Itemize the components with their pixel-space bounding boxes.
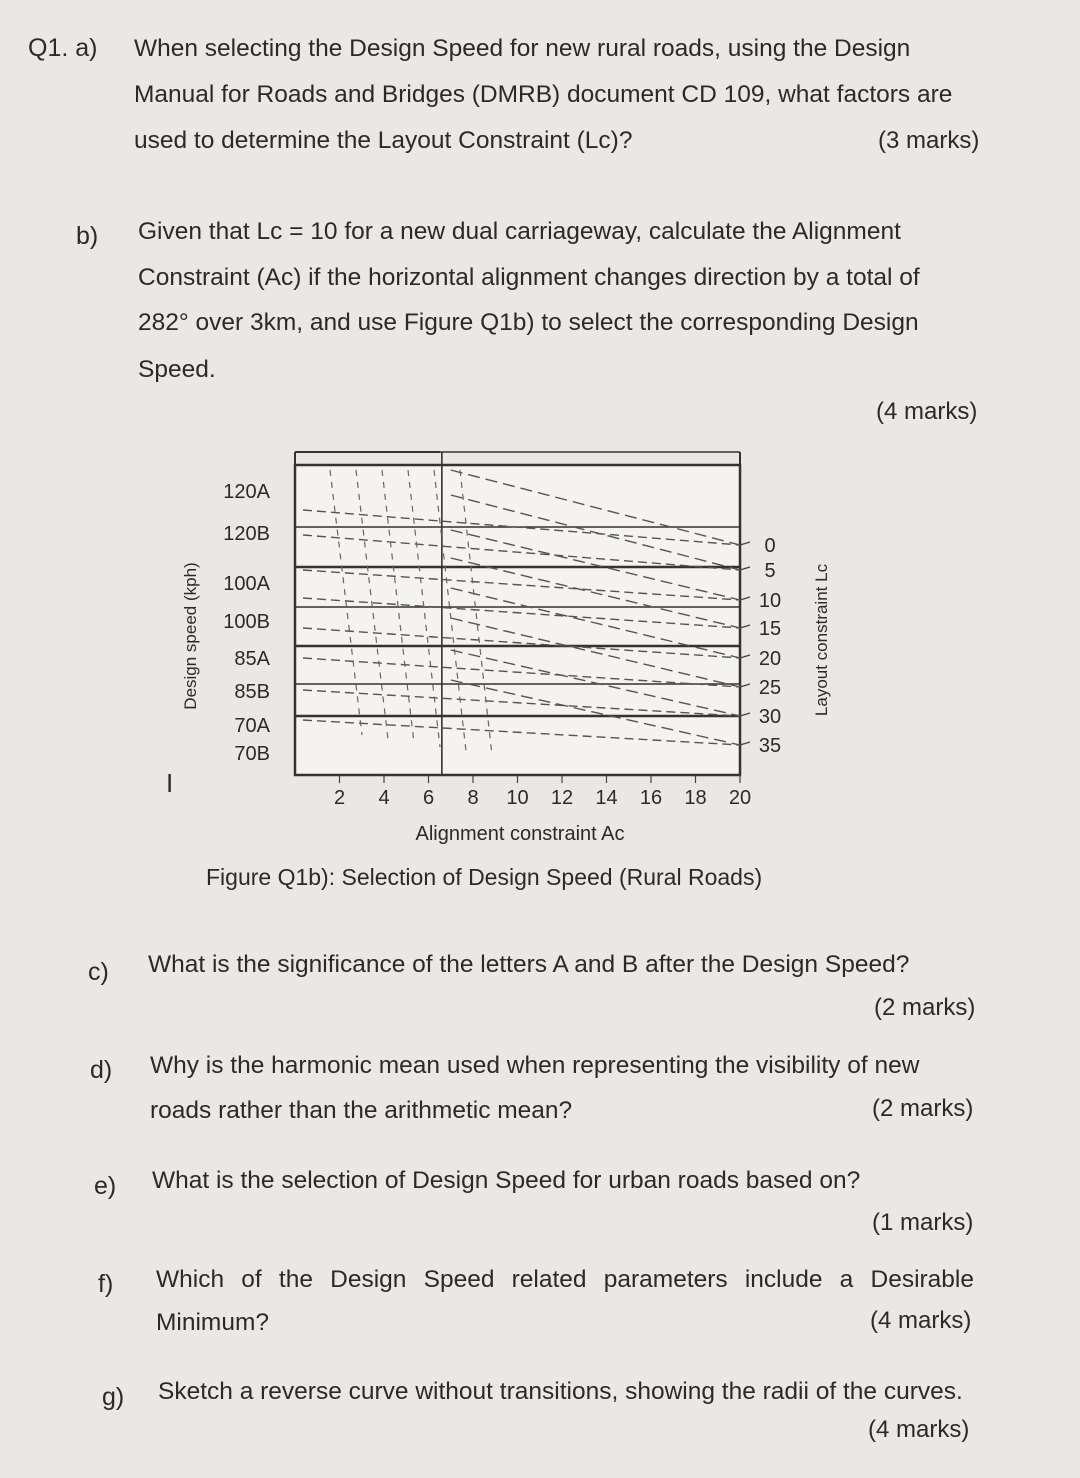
x-tick-label: 8 — [467, 787, 479, 809]
x-tick-label: 16 — [639, 787, 663, 809]
figure-caption: Figure Q1b): Selection of Design Speed (Rural Roads) — [206, 864, 763, 890]
x-tick-label: 18 — [684, 787, 707, 809]
question-d-line-2: roads rather than the arithmetic mean? — [150, 1097, 573, 1124]
question-b-line-3: 282° over 3km, and use Figure Q1b) to select the corresponding Design — [138, 309, 919, 336]
question-a-marks: (3 marks) — [878, 127, 980, 154]
design-speed-chart — [150, 430, 850, 860]
layout-constraint-label: 10 — [758, 590, 782, 612]
question-e-label: e) — [94, 1172, 117, 1200]
question-b-line-4: Speed. — [138, 356, 216, 383]
layout-constraint-tick — [740, 742, 750, 745]
question-g-line-1: Sketch a reverse curve without transitions, showing the radii of the curves. — [158, 1378, 963, 1405]
right-axis-label: Layout constraint Lc — [812, 563, 831, 717]
x-tick-label: 2 — [333, 787, 346, 809]
question-a-line-3: used to determine the Layout Constraint (Lc)? — [134, 127, 633, 154]
question-c-label: c) — [88, 958, 109, 986]
x-axis-label: Alignment constraint Ac — [415, 823, 625, 845]
question-d-line-1: Why is the harmonic mean used when representing the visibility of new — [150, 1052, 920, 1079]
layout-constraint-tick — [740, 684, 750, 687]
x-tick-label: 14 — [595, 787, 618, 809]
question-f-line-2: Minimum? — [156, 1309, 269, 1336]
question-f-label: f) — [98, 1270, 114, 1298]
layout-constraint-label: 20 — [758, 648, 782, 670]
question-c-line-1: What is the significance of the letters A and B after the Design Speed? — [148, 951, 910, 978]
layout-constraint-tick — [740, 567, 750, 570]
layout-constraint-tick — [740, 542, 750, 545]
design-speed-label: 85A — [234, 648, 270, 670]
layout-constraint-tick — [740, 597, 750, 600]
design-speed-label: 100B — [223, 611, 270, 633]
question-b-label: b) — [76, 222, 99, 250]
question-a-line-1: When selecting the Design Speed for new rural roads, using the Design — [134, 35, 911, 62]
question-e-marks: (1 marks) — [872, 1209, 974, 1236]
design-speed-label: 120A — [223, 481, 270, 503]
layout-constraint-label: 15 — [758, 618, 782, 640]
design-speed-label: 70A — [234, 715, 270, 737]
layout-constraint-tick — [740, 625, 750, 628]
layout-constraint-label: 0 — [764, 535, 776, 557]
chart-frame — [295, 465, 740, 775]
design-speed-label: 70B — [234, 743, 270, 765]
x-tick-label: 10 — [506, 787, 529, 809]
layout-constraint-label: 35 — [758, 735, 782, 757]
question-e-line-1: What is the selection of Design Speed for urban roads based on? — [152, 1167, 861, 1194]
layout-constraint-label: 5 — [764, 560, 776, 582]
question-b-line-1: Given that Lc = 10 for a new dual carriageway, calculate the Alignment — [138, 218, 901, 245]
question-b-line-2: Constraint (Ac) if the horizontal alignment changes direction by a total of — [138, 264, 920, 291]
question-d-label: d) — [90, 1056, 113, 1084]
layout-constraint-tick — [740, 713, 750, 716]
layout-constraint-label: 30 — [758, 706, 782, 728]
question-a-label: Q1. a) — [28, 34, 98, 62]
x-tick-label: 20 — [728, 787, 752, 809]
layout-constraint-tick — [740, 655, 750, 658]
design-speed-label: 100A — [223, 573, 270, 595]
x-tick-label: 12 — [550, 787, 574, 809]
question-d-marks: (2 marks) — [872, 1095, 974, 1122]
cursor-icon: I — [166, 768, 174, 798]
question-b-marks: (4 marks) — [876, 398, 978, 425]
question-g-marks: (4 marks) — [868, 1416, 970, 1443]
question-c-marks: (2 marks) — [874, 994, 976, 1021]
question-f-line-1: Which of the Design Speed related parameters include a Desirable — [156, 1266, 974, 1293]
design-speed-label: 120B — [223, 523, 270, 545]
question-f-marks: (4 marks) — [870, 1307, 972, 1334]
question-a-line-2: Manual for Roads and Bridges (DMRB) document CD 109, what factors are — [134, 81, 953, 108]
x-tick-label: 6 — [422, 787, 435, 809]
y-axis-label: Design speed (kph) — [181, 562, 200, 710]
layout-constraint-label: 25 — [758, 677, 782, 699]
question-g-label: g) — [102, 1383, 125, 1411]
design-speed-label: 85B — [234, 681, 270, 703]
x-tick-label: 4 — [378, 787, 390, 809]
